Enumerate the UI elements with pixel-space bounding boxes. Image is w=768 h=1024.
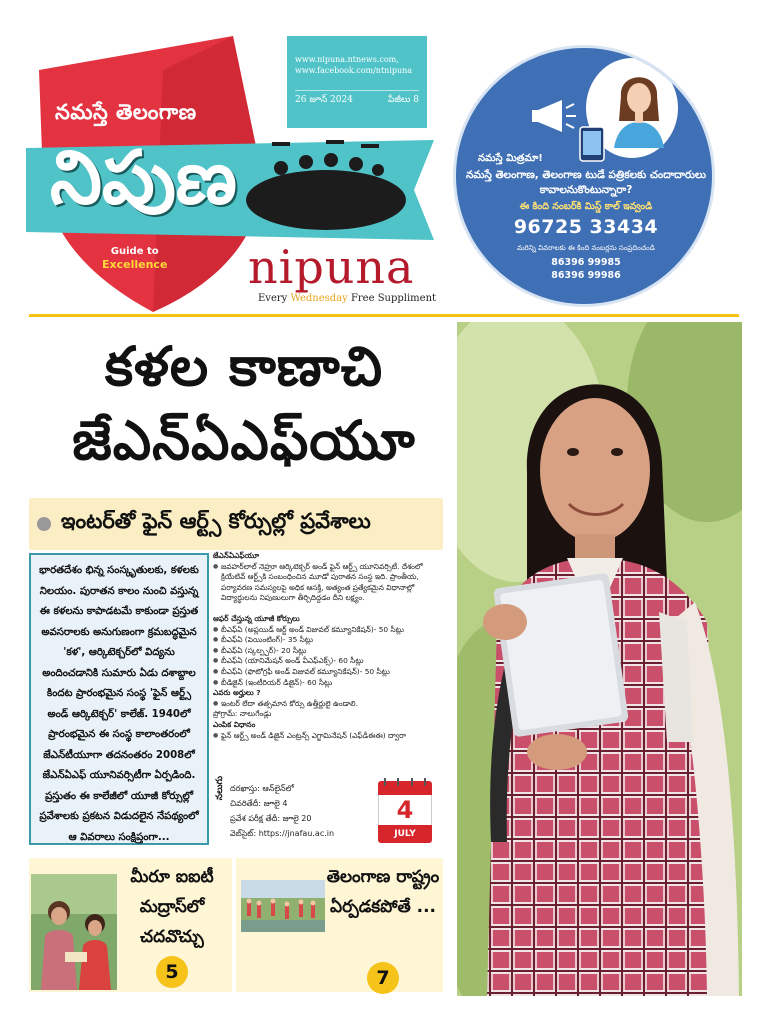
admission-details [230, 781, 380, 841]
farm-field-image [241, 880, 325, 932]
about-text: ● జవహర్‌లాల్ నెహ్రూ ఆర్కిటెక్చర్ అండ్ ఫైన్ ఆర్ట్స్ యూనివర్సిటీ. దేశంలో క్రియేటివ్ ఆర్ట్స్‌కి సంబంధించిన మూడో పురాతన సంస్థ ఇది. ప్రాంతీయ, పర్యావరణ సమస్యలపై అధిక ఆసక్తి, అత్యంత ప్రత్యేకమైన విధానాల్లో విద్యార్థులను నిపుణులుగా తీర్చిదిద్దడం దీని లక్ష్యం. [213, 562, 443, 604]
page-number-badge: 5 [156, 956, 188, 988]
subhead-text: ఇంటర్‌తో ఫైన్ ఆర్ట్స్ కోర్సుల్లో ప్రవేశాలు [61, 509, 371, 533]
calendar-month: JULY [378, 825, 432, 843]
calendar-day: 4 [378, 795, 432, 825]
ad-question: నమస్తే తెలంగాణ, తెలంగాణ టుడే పత్రికలకు చందాదారులు కావాలనుకొంటున్నారా? [466, 169, 706, 196]
selection-heading: ఎంపిక విధానం [213, 719, 256, 729]
mobile-phone-icon [579, 126, 605, 162]
byline-text: నలుగు [215, 776, 225, 801]
exam-date: ప్రవేశ పరీక్ష తేదీ: జూలై 20 [230, 814, 312, 823]
website-url[interactable]: www.nipuna.ntnews.com, [295, 55, 399, 64]
student-photo [457, 322, 742, 996]
website-link[interactable]: వెబ్‌సైట్: https://jnafau.ac.in [230, 829, 335, 838]
students-reading-image [31, 874, 117, 990]
ad-greeting: నమస్తే మిత్రమా! [478, 153, 543, 164]
guide-line1: Guide to [110, 246, 159, 257]
page-number-badge: 7 [367, 962, 399, 994]
tagline-day: Wednesday [290, 293, 348, 304]
facebook-url[interactable]: www.facebook.com/ntnipuna [295, 66, 413, 75]
guide-to-excellence [102, 245, 167, 271]
contact-phone-1[interactable]: 86396 99985 [551, 257, 621, 268]
guide-line2: Excellence [102, 258, 168, 271]
headline-line1: కళల కాణాచి [104, 335, 384, 398]
courses-list [213, 625, 443, 689]
article-headline [34, 330, 454, 478]
tagline-post: Free Suppliment [347, 293, 437, 304]
list-item: ● బీఎఫ్ఏ (అప్లయిడ్ ఆర్ట్ అండ్ విజువల్ కమ్యూనికేషన్)- 50 సీట్లు [213, 625, 443, 636]
eligibility-text: ● ఇంటర్ లేదా తత్సమాన కోర్సు ఉత్తీర్ణులై ఉండాలి. [213, 699, 443, 710]
intro-text: భారతదేశం భిన్న సంస్కృతులకు, కళలకు నిలయం. పురాతన కాలం నుంచి వస్తున్న ఈ కళలను కాపాడటమే కాకుండా ప్రస్తుత అవసరాలకు అనుగుణంగా క్రమబద్ధమైన 'కళ', ఆర్కిటెక్చర్‌లో విద్యను అందించడానికి సుమారు ఏడు దశాబ్దాల కిందట ప్రారంభమైన సంస్థ 'ఫైన్ ఆర్ట్స్ అండ్ ఆర్కిటెక్చర్' కాలేజ్. 1940లో ప్రారంభమైన ఈ సంస్థ కాలాంతరంలో జేఎన్‌టీయూగా తదనంతరం 2008లో జేఎన్ఏఎఫ్ యూనివర్సిటీగా ఏర్పడింది. ప్రస్తుతం ఈ కాలేజీలో యూజీ కోర్సుల్లో ప్రవేశాలకు ప్రకటన విడుదలైన నేపథ్యంలో ఆ వివరాలు సంక్షిప్తంగా... [39, 565, 199, 843]
selection-text: ● ఫైన్ ఆర్ట్స్ అండ్ డిజైన్ ఎంట్రన్స్ ఎగ్జామినేషన్ (ఎఫ్‌డీఈఈ) ద్వారా [213, 731, 443, 742]
ad-cta: ఈ కింది నంబర్‌కి మిస్డ్ కాల్ ఇవ్వండి [519, 201, 653, 212]
ad-contact-numbers [466, 256, 706, 282]
teaser-telangana[interactable] [236, 858, 443, 992]
list-item: ● బీఎఫ్ఏ (స్కల్ప్చర్)- 20 సీట్లు [213, 646, 443, 657]
subscription-ad [453, 45, 715, 307]
list-item: ● బీఎఫ్ఏ (యానిమేషన్ అండ్ వీఎఫ్ఎక్స్)- 60 సీట్లు [213, 656, 443, 667]
missed-call-number[interactable]: 96725 33434 [513, 216, 659, 238]
woman-avatar-icon [609, 66, 669, 148]
brand-latin: nipuna [248, 240, 415, 294]
teaser-title: మీరూ ఐఐటీ మద్రాస్‌లో చదవొచ్చు [130, 867, 214, 947]
edition-date: 26 జూన్ 2024 [295, 95, 353, 105]
eligibility-heading: ఎవరు అర్హులు ? [213, 688, 261, 698]
megaphone-icon [532, 98, 578, 134]
list-item: ● బీఎఫ్ఏ (ఫొటోగ్రఫీ అండ్ విజువల్ కమ్యూనికేషన్)- 50 సీట్లు [213, 667, 443, 678]
bullet-dot-icon [37, 517, 51, 531]
article-body [213, 551, 443, 741]
brand-telugu-logo: నిపుణ [50, 135, 237, 221]
program-duration: ప్రోగ్రామ్: నాలుగేండ్లు [213, 709, 272, 719]
masthead-divider [29, 314, 739, 317]
headline-line2: జేఎన్ఏఎఫ్‌యూ [72, 409, 416, 472]
ad-more-info: మరిన్ని వివరాలకు ఈ కింది నంబర్లను సంప్రదించండి [517, 244, 655, 252]
page-count: పేజీలు 8 [387, 95, 419, 105]
tagline [258, 293, 436, 304]
list-item: ● బీఎఫ్ఏ (పెయింటింగ్)- 35 సీట్లు [213, 635, 443, 646]
teaser-iit-madras[interactable] [29, 858, 232, 992]
list-item: ● బీడిజైన్ (ఇంటీరియర్ డిజైన్)- 60 సీట్లు [213, 678, 443, 689]
calendar-icon [378, 781, 432, 845]
apply-mode: దరఖాస్తు: ఆన్‌లైన్‌లో [230, 784, 294, 793]
article-subhead [29, 498, 443, 550]
edition-info [287, 36, 427, 128]
about-heading: జేఎన్ఏఎఫ్‌యూ [213, 551, 260, 560]
last-date: చివరితేదీ: జూలై 4 [230, 799, 288, 808]
courses-heading: ఆఫర్ చేస్తున్న యూజీ కోర్సులు [213, 613, 300, 623]
teaser-title: తెలంగాణ రాష్ట్రం ఏర్పడకపోతే ... [326, 867, 440, 917]
intro-box [29, 553, 209, 845]
brand-telugu-small: నమస్తే తెలంగాణ [55, 100, 197, 124]
tagline-pre: Every [258, 293, 291, 304]
author-byline [214, 776, 228, 850]
contact-phone-2[interactable]: 86396 99986 [551, 270, 621, 281]
